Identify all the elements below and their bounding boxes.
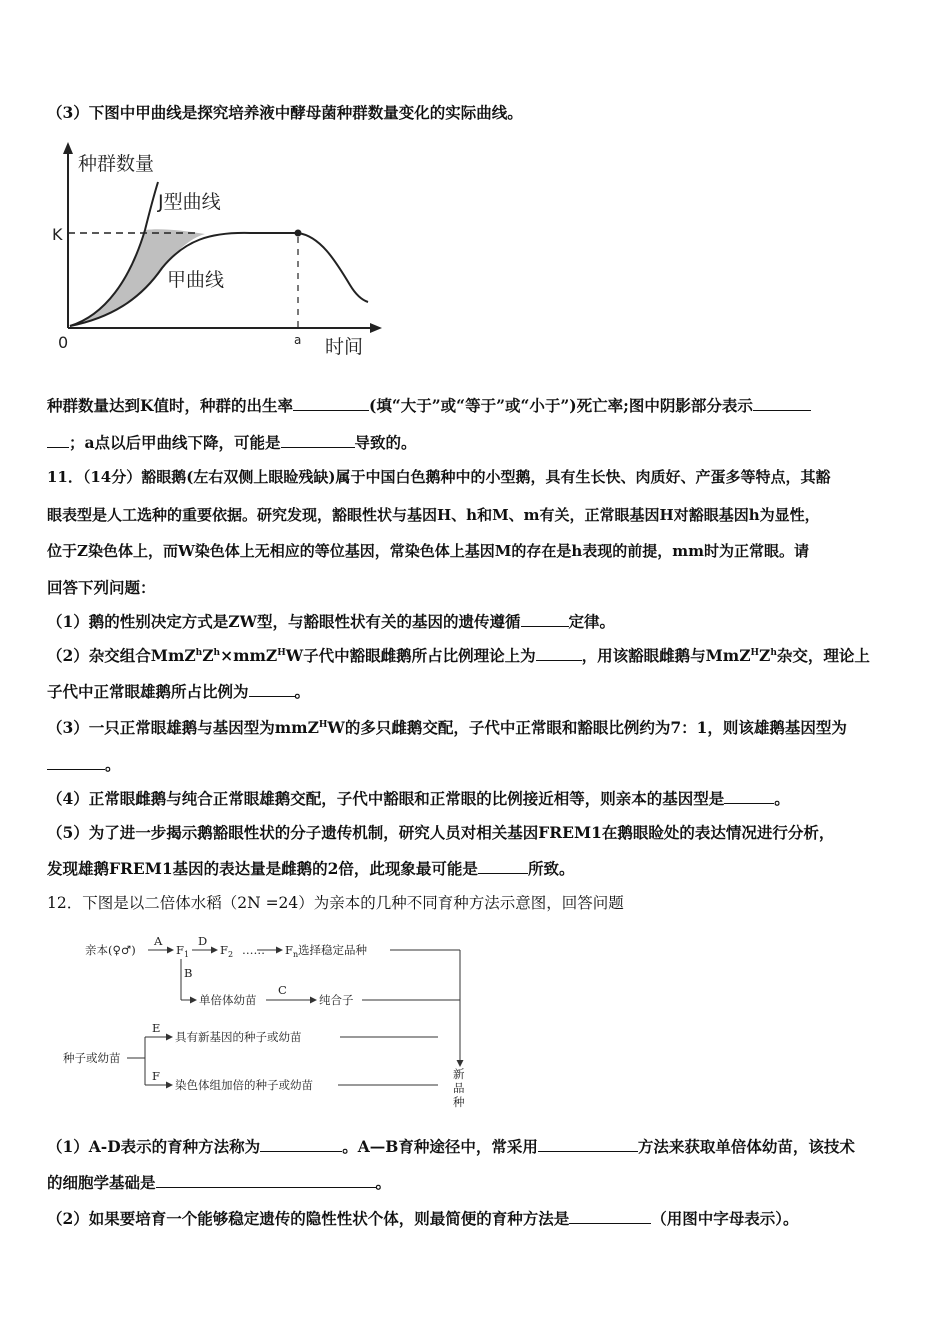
breeding-diagram	[60, 928, 480, 1110]
y-axis-label: 种群数量	[78, 153, 155, 175]
origin-label: 0	[58, 333, 69, 352]
select-stable-label: 选择稳定品种	[298, 943, 367, 957]
dots-label: ……	[242, 943, 265, 957]
q11-part4: （4）正常眼雌鹅与纯合正常眼雄鹅交配，子代中豁眼和正常眼的比例接近相等，则亲本的基因型是 。	[47, 789, 790, 808]
q11-part5-line2: 发现雄鹅FREM1基因的表达量是雌鹅的2倍，此现象最可能是 所致。	[47, 859, 575, 878]
q10-text-line1: 种群数量达到K值时，种群的出生率 (填“大于”或“等于”或“小于”)死亡率;图中阴影部分表示	[47, 396, 907, 416]
k-label: K	[52, 225, 63, 244]
q11-line4: 回答下列问题：	[47, 578, 156, 597]
answer-blank[interactable]	[293, 396, 369, 411]
answer-blank[interactable]	[260, 1137, 342, 1152]
new-gene-label: 具有新基因的种子或幼苗	[175, 1030, 302, 1044]
answer-blank[interactable]	[753, 396, 811, 411]
answer-blank[interactable]	[538, 1137, 638, 1152]
y-axis-arrow-icon	[63, 142, 73, 154]
answer-blank[interactable]	[47, 755, 105, 770]
haploid-label: 单倍体幼苗	[199, 993, 257, 1007]
label-d: D	[198, 934, 208, 948]
q10-text-line2: ；a点以后甲曲线下降，可能是 导致的。	[47, 433, 907, 453]
q12-part2: （2）如果要培育一个能够稳定遗传的隐性性状个体，则最简便的育种方法是 （用图中字母表示）。	[47, 1209, 799, 1228]
answer-blank[interactable]	[724, 789, 774, 804]
answer-blank[interactable]	[569, 1209, 651, 1224]
q10-intro: （3）下图中甲曲线是探究培养液中酵母菌种群数量变化的实际曲线。	[47, 103, 523, 122]
q11-line1: 11．（14分）豁眼鹅(左右双侧上眼睑残缺)属于中国白色鹅种中的小型鹅，具有生长快、肉质好、产蛋多等特点，其豁	[47, 468, 831, 486]
j-curve-label: J型曲线	[158, 191, 221, 213]
new-variety-3: 种	[453, 1095, 465, 1109]
jia-curve-label: 甲曲线	[167, 269, 225, 291]
q11-line3: 位于Z染色体上，而W染色体上无相应的等位基因，常染色体上基因M的存在是h表现的前提，mm时为正常眼。请	[47, 542, 810, 560]
answer-blank[interactable]	[156, 1173, 376, 1188]
answer-blank[interactable]	[249, 682, 295, 697]
answer-blank[interactable]	[47, 433, 69, 448]
x-axis-arrow-icon	[370, 323, 382, 333]
q12-part1-line2: 的细胞学基础是 。	[47, 1173, 392, 1192]
a-label: a	[294, 333, 302, 347]
answer-blank[interactable]	[478, 859, 528, 874]
q12-part1-line1: （1）A-D表示的育种方法称为 。A—B育种途径中，常采用 方法来获取单倍体幼苗，该技术	[47, 1137, 855, 1156]
f2-label: $F_2$	[220, 943, 234, 959]
population-graph	[50, 140, 395, 365]
label-c: C	[278, 983, 287, 997]
q12-intro: 12．下图是以二倍体水稻（2N =24）为亲本的几种不同育种方法示意图，回答问题	[47, 894, 624, 912]
seed-label: 种子或幼苗	[63, 1051, 121, 1065]
point-a	[295, 230, 302, 237]
f1-label: $F_1$	[176, 943, 190, 959]
pure-label: 纯合子	[319, 993, 354, 1007]
new-variety-2: 品	[453, 1081, 465, 1095]
label-b: B	[184, 966, 193, 980]
q11-part3-line1: （3）一只正常眼雄鹅与基因型为mmZ$^H$W的多只雌鹅交配，子代中正常眼和豁眼比例约为7：1，则该雄鹅基因型为	[47, 718, 847, 737]
x-axis-label: 时间	[325, 336, 364, 358]
label-f: F	[152, 1069, 160, 1083]
parent-label: 亲本(♀♂)	[85, 943, 136, 957]
label-a: A	[154, 934, 163, 948]
new-variety-1: 新	[453, 1067, 465, 1081]
answer-blank[interactable]	[521, 612, 569, 627]
q11-line2: 眼表型是人工选种的重要依据。研究发现，豁眼性状与基因H、h和M、m有关，正常眼基因H对豁眼基因h为显性，	[47, 506, 820, 524]
q11-part2-line1: （2）杂交组合$MmZ^hZ^h\times mmZ^HW$子代中豁眼雌鹅所占比例理论上为 ，用该豁眼雌鹅与$MmZ^HZ^h$杂交，理论上	[47, 646, 870, 665]
q11-part1: （1）鹅的性别决定方式是ZW型，与豁眼性状有关的基因的遗传遵循 定律。	[47, 612, 616, 631]
answer-blank[interactable]	[536, 646, 582, 661]
q11-part5-line1: （5）为了进一步揭示鹅豁眼性状的分子遗传机制，研究人员对相关基因FREM1在鹅眼睑处的表达情况进行分析，	[47, 823, 835, 842]
chromosome-label: 染色体组加倍的种子或幼苗	[175, 1078, 313, 1092]
q11-part2-line2: 子代中正常眼雄鹅所占比例为 。	[47, 682, 311, 701]
fn-label: $F_n$	[285, 943, 299, 959]
q11-part3-line2: 。	[47, 755, 907, 775]
label-e: E	[152, 1021, 161, 1035]
answer-blank[interactable]	[281, 433, 355, 448]
